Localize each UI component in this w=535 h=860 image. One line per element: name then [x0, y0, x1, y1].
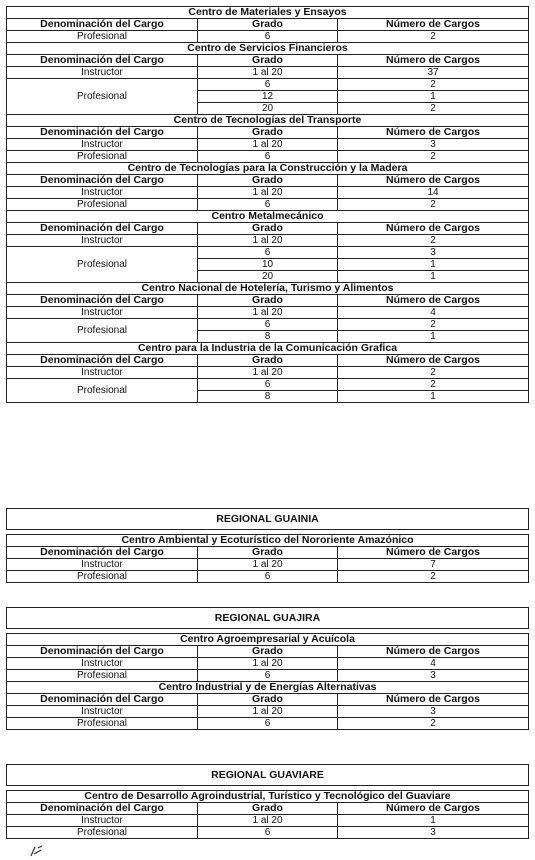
- cell-cargo: Instructor: [7, 658, 198, 670]
- regional-title: REGIONAL GUAJIRA: [7, 608, 529, 629]
- cell-cargo: Profesional: [7, 247, 198, 283]
- cell-numero: 37: [338, 67, 529, 79]
- cell-grado: 1 al 20: [198, 67, 338, 79]
- cell-grado: 6: [198, 379, 338, 391]
- cell-numero: 4: [338, 658, 529, 670]
- regional-guaviare-table: [6, 764, 528, 839]
- cell-grado: 6: [198, 319, 338, 331]
- cell-cargo: Instructor: [7, 67, 198, 79]
- cell-numero: 3: [338, 139, 529, 151]
- cell-grado: 6: [198, 827, 338, 839]
- col-header-cargo: Denominación del Cargo: [7, 547, 198, 559]
- col-header-numero: Número de Cargos: [338, 223, 529, 235]
- col-header-numero: Número de Cargos: [338, 295, 529, 307]
- cell-cargo: Profesional: [7, 718, 198, 730]
- col-header-grado: Grado: [198, 175, 338, 187]
- col-header-cargo: Denominación del Cargo: [7, 223, 198, 235]
- cell-cargo: Profesional: [7, 199, 198, 211]
- col-header-grado: Grado: [198, 694, 338, 706]
- cell-cargo: Profesional: [7, 827, 198, 839]
- cell-cargo: Instructor: [7, 307, 198, 319]
- center-title: Centro de Materiales y Ensayos: [7, 7, 529, 19]
- cell-numero: 2: [338, 151, 529, 163]
- cell-grado: 6: [198, 247, 338, 259]
- center-title: Centro de Tecnologías del Transporte: [7, 115, 529, 127]
- col-header-cargo: Denominación del Cargo: [7, 19, 198, 31]
- cell-numero: 4: [338, 307, 529, 319]
- cell-grado: 1 al 20: [198, 187, 338, 199]
- regional-title: REGIONAL GUAVIARE: [7, 765, 529, 786]
- col-header-grado: Grado: [198, 547, 338, 559]
- regional-guajira-table: [6, 607, 528, 730]
- col-header-numero: Número de Cargos: [338, 694, 529, 706]
- cell-numero: 2: [338, 235, 529, 247]
- col-header-numero: Número de Cargos: [338, 547, 529, 559]
- cell-grado: 8: [198, 331, 338, 343]
- cell-grado: 20: [198, 271, 338, 283]
- col-header-grado: Grado: [198, 19, 338, 31]
- col-header-cargo: Denominación del Cargo: [7, 127, 198, 139]
- col-header-cargo: Denominación del Cargo: [7, 295, 198, 307]
- cell-cargo: Instructor: [7, 235, 198, 247]
- cell-numero: 2: [338, 571, 529, 583]
- col-header-numero: Número de Cargos: [338, 355, 529, 367]
- cell-cargo: Profesional: [7, 319, 198, 343]
- cell-grado: 6: [198, 151, 338, 163]
- cell-numero: 14: [338, 187, 529, 199]
- cell-numero: 3: [338, 706, 529, 718]
- cell-grado: 1 al 20: [198, 367, 338, 379]
- center-title: Centro Ambiental y Ecoturístico del Nororiente Amazónico: [7, 535, 529, 547]
- cell-numero: 1: [338, 91, 529, 103]
- cell-numero: 2: [338, 103, 529, 115]
- cell-cargo: Instructor: [7, 559, 198, 571]
- cell-grado: 1 al 20: [198, 815, 338, 827]
- cell-cargo: Instructor: [7, 815, 198, 827]
- regional-table-top: [6, 6, 528, 403]
- cell-cargo: Instructor: [7, 367, 198, 379]
- col-header-cargo: Denominación del Cargo: [7, 803, 198, 815]
- col-header-cargo: Denominación del Cargo: [7, 175, 198, 187]
- cell-grado: 6: [198, 571, 338, 583]
- cell-grado: 6: [198, 718, 338, 730]
- col-header-grado: Grado: [198, 646, 338, 658]
- cell-numero: 2: [338, 379, 529, 391]
- cell-cargo: Instructor: [7, 139, 198, 151]
- center-title: Centro de Servicios Financieros: [7, 43, 529, 55]
- cell-grado: 1 al 20: [198, 658, 338, 670]
- signature-mark-icon: [30, 845, 44, 857]
- cell-numero: 1: [338, 391, 529, 403]
- col-header-numero: Número de Cargos: [338, 175, 529, 187]
- col-header-grado: Grado: [198, 55, 338, 67]
- col-header-numero: Número de Cargos: [338, 19, 529, 31]
- col-header-grado: Grado: [198, 803, 338, 815]
- cell-grado: 1 al 20: [198, 706, 338, 718]
- regional-title: REGIONAL GUAINIA: [7, 509, 529, 530]
- col-header-cargo: Denominación del Cargo: [7, 694, 198, 706]
- cell-cargo: Profesional: [7, 151, 198, 163]
- col-header-numero: Número de Cargos: [338, 55, 529, 67]
- cell-cargo: Instructor: [7, 706, 198, 718]
- cell-numero: 1: [338, 271, 529, 283]
- cell-numero: 3: [338, 670, 529, 682]
- cell-numero: 2: [338, 718, 529, 730]
- regional-guainia-table: [6, 508, 528, 583]
- cell-cargo: Profesional: [7, 31, 198, 43]
- cell-cargo: Profesional: [7, 379, 198, 403]
- col-header-numero: Número de Cargos: [338, 646, 529, 658]
- cell-numero: 1: [338, 815, 529, 827]
- cell-grado: 6: [198, 79, 338, 91]
- center-title: Centro Nacional de Hotelería, Turismo y Alimentos: [7, 283, 529, 295]
- col-header-cargo: Denominación del Cargo: [7, 355, 198, 367]
- cell-grado: 1 al 20: [198, 307, 338, 319]
- cell-cargo: Profesional: [7, 670, 198, 682]
- cell-grado: 12: [198, 91, 338, 103]
- col-header-numero: Número de Cargos: [338, 127, 529, 139]
- col-header-cargo: Denominación del Cargo: [7, 55, 198, 67]
- cell-numero: 2: [338, 367, 529, 379]
- col-header-grado: Grado: [198, 127, 338, 139]
- cell-numero: 1: [338, 331, 529, 343]
- cell-numero: 2: [338, 31, 529, 43]
- cell-cargo: Profesional: [7, 571, 198, 583]
- cell-numero: 2: [338, 79, 529, 91]
- cell-grado: 8: [198, 391, 338, 403]
- cell-numero: 2: [338, 199, 529, 211]
- cell-grado: 1 al 20: [198, 139, 338, 151]
- cell-numero: 1: [338, 259, 529, 271]
- center-title: Centro de Tecnologías para la Construcción y la Madera: [7, 163, 529, 175]
- cell-grado: 20: [198, 103, 338, 115]
- cell-grado: 6: [198, 670, 338, 682]
- cell-cargo: Profesional: [7, 79, 198, 115]
- col-header-numero: Número de Cargos: [338, 803, 529, 815]
- center-title: Centro para la Industria de la Comunicación Grafica: [7, 343, 529, 355]
- cell-numero: 3: [338, 827, 529, 839]
- cell-numero: 2: [338, 319, 529, 331]
- center-title: Centro Metalmecánico: [7, 211, 529, 223]
- cell-grado: 1 al 20: [198, 235, 338, 247]
- cell-grado: 1 al 20: [198, 559, 338, 571]
- center-title: Centro Industrial y de Energías Alternativas: [7, 682, 529, 694]
- cell-numero: 3: [338, 247, 529, 259]
- col-header-grado: Grado: [198, 355, 338, 367]
- cell-numero: 7: [338, 559, 529, 571]
- cell-grado: 10: [198, 259, 338, 271]
- col-header-cargo: Denominación del Cargo: [7, 646, 198, 658]
- col-header-grado: Grado: [198, 295, 338, 307]
- cell-cargo: Instructor: [7, 187, 198, 199]
- col-header-grado: Grado: [198, 223, 338, 235]
- center-title: Centro Agroempresarial y Acuícola: [7, 634, 529, 646]
- center-title: Centro de Desarrollo Agroindustrial, Turístico y Tecnológico del Guaviare: [7, 791, 529, 803]
- cell-grado: 6: [198, 31, 338, 43]
- cell-grado: 6: [198, 199, 338, 211]
